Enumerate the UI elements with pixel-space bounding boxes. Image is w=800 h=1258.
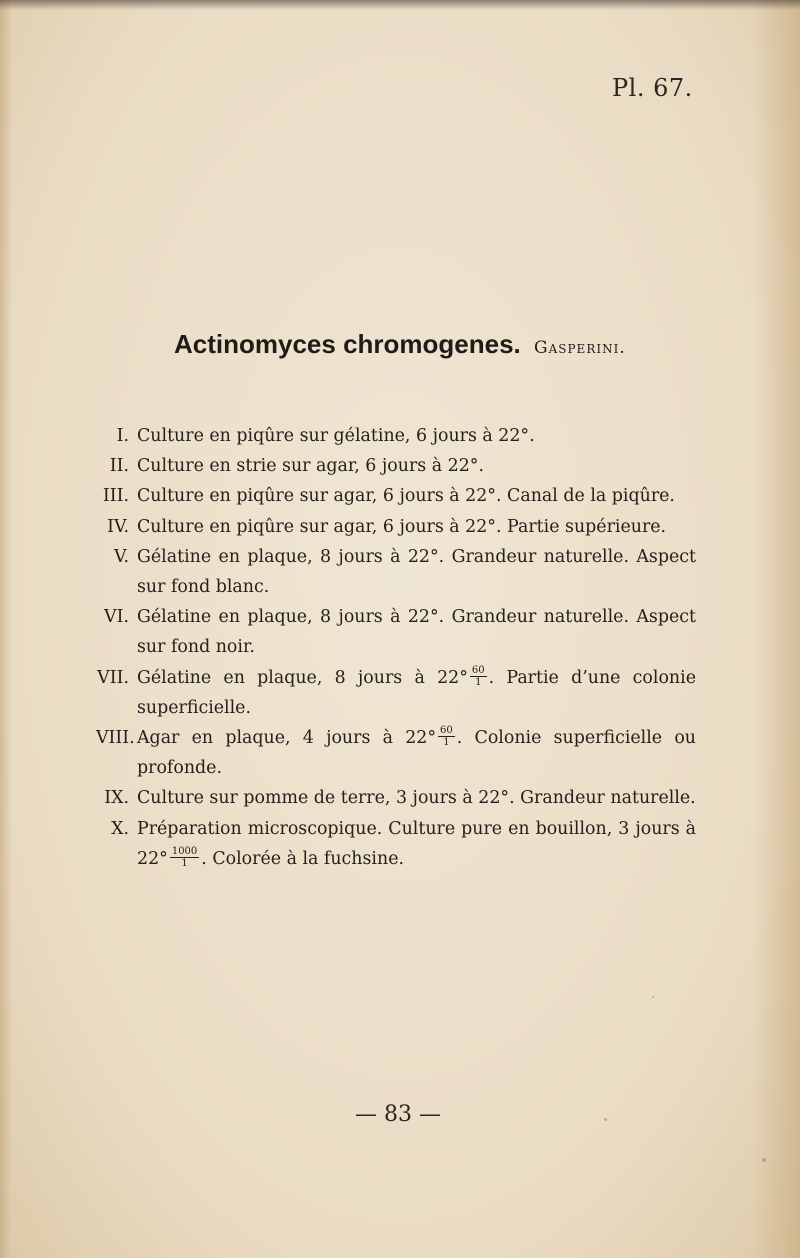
paper-speck: [652, 996, 654, 998]
entry-text: Gélatine en plaque, 8 jours à 22°. Grandeur naturelle. Aspect sur fond noir.: [137, 607, 696, 658]
legend-entry: [96, 663, 696, 723]
legend-entry: [96, 542, 696, 602]
legend-entry: [96, 723, 696, 783]
entry-text: [137, 663, 696, 723]
title-species: Actinomyces chromogenes.: [174, 329, 521, 359]
entry-text-before: Préparation microscopique. Culture pure en bouillon, 3 jours à 22°: [137, 818, 696, 869]
magnification-fraction: [170, 846, 199, 869]
entry-text: Culture en piqûre sur agar, 6 jours à 22°. Canal de la piqûre.: [137, 486, 675, 507]
magnification-fraction: [470, 665, 487, 688]
paper-speck: [762, 1158, 766, 1162]
fraction-denominator: 1: [181, 857, 188, 869]
entry-text-after: . Partie d’une colonie superficielle.: [137, 667, 696, 718]
legend-entry: [96, 602, 696, 662]
entry-number: IV.: [107, 516, 129, 537]
legend-entry: [96, 783, 696, 813]
legend-entry: [96, 512, 696, 542]
entry-text-before: Gélatine en plaque, 8 jours à 22°: [137, 667, 468, 688]
entry-number: III.: [102, 486, 129, 507]
entry-text-after: . Colonie superficielle ou profonde.: [137, 728, 696, 779]
plate-label: Pl. 67.: [612, 74, 693, 102]
entry-number: I.: [116, 426, 129, 446]
entry-text: Culture en piqûre sur agar, 6 jours à 22°. Partie supérieure.: [137, 516, 667, 537]
legend-entry: [96, 451, 696, 481]
entry-text: [137, 723, 696, 783]
entry-number: V.: [113, 546, 129, 567]
entry-number: VII.: [97, 667, 129, 688]
page-number: — 83 —: [355, 1102, 441, 1127]
fraction-numerator: 60: [471, 664, 485, 676]
page-top-shadow: [0, 0, 800, 10]
fraction-numerator: 1000: [171, 845, 198, 857]
fraction-denominator: 1: [475, 676, 482, 688]
paper-speck: [604, 1118, 607, 1121]
legend-entry: [96, 481, 696, 511]
entry-number: VIII.: [96, 728, 135, 749]
page-left-shadow: [0, 0, 12, 1258]
entry-text-after: . Colorée à la fuchsine.: [201, 848, 405, 869]
magnification-fraction: [438, 725, 455, 748]
entry-text: Culture sur pomme de terre, 3 jours à 22°. Grandeur naturelle.: [137, 788, 696, 809]
entry-text-before: Agar en plaque, 4 jours à 22°: [137, 728, 437, 749]
fraction-numerator: 60: [440, 725, 453, 737]
fraction-denominator: 1: [443, 737, 450, 749]
entry-text: Culture en piqûre sur gélatine, 6 jours à 22°.: [137, 426, 535, 446]
entry-text: Culture en strie sur agar, 6 jours à 22°.: [137, 456, 484, 477]
entry-number: VI.: [104, 607, 129, 628]
entry-text: Gélatine en plaque, 8 jours à 22°. Grandeur naturelle. Aspect sur fond blanc.: [137, 546, 696, 598]
title-author: Gasperini.: [534, 338, 626, 358]
legend-entry: [96, 421, 696, 451]
page-title: [174, 329, 674, 360]
entry-number: II.: [109, 456, 129, 477]
entry-number: X.: [111, 818, 129, 839]
legend-entry: [96, 814, 696, 874]
entry-text: [137, 814, 696, 874]
entry-number: IX.: [104, 788, 129, 809]
plate-legend-list: [96, 421, 696, 874]
page-right-edge: [752, 0, 800, 1258]
